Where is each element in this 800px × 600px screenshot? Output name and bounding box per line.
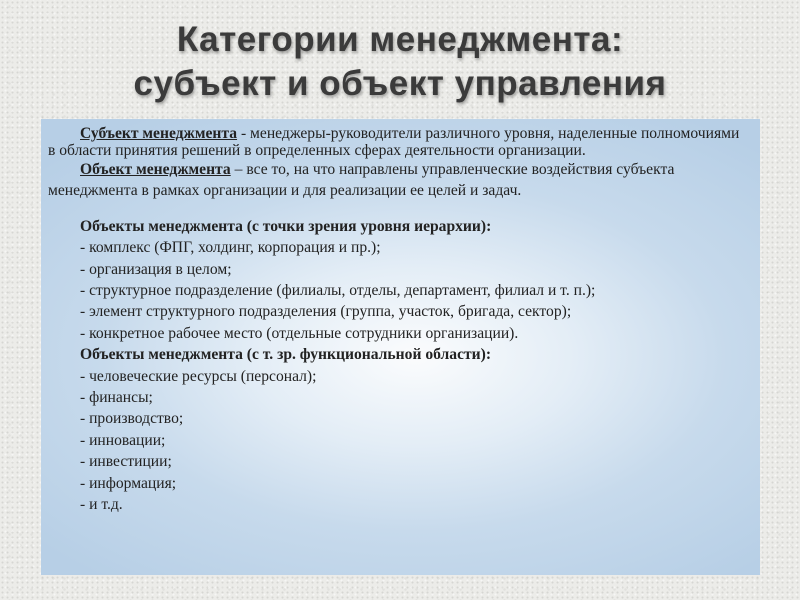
list-item: - инновации; — [80, 431, 166, 449]
slide-title-line-2: субъект и объект управления — [133, 64, 667, 103]
slide-title — [0, 18, 800, 106]
object-text: – все то, на что направлены управленческие воздействия субъекта менеджмента в рамках организации и для реализации ее целей и задач. — [48, 161, 675, 200]
subject-definition — [48, 125, 750, 159]
spacer — [48, 202, 750, 216]
list-item: - производство; — [80, 410, 184, 428]
subject-term: Субъект менеджмента — [80, 125, 238, 142]
hierarchy-list — [48, 237, 750, 344]
content-panel — [41, 119, 760, 575]
list-item: - элемент структурного подразделения (группа, участок, бригада, сектор); — [80, 303, 572, 321]
slide-title-line-1: Категории менеджмента: — [176, 20, 624, 59]
list-item: - человеческие ресурсы (персонал); — [80, 367, 317, 385]
object-definition — [48, 159, 750, 202]
hierarchy-heading: Объекты менеджмента (с точки зрения уровня иерархии): — [80, 217, 492, 235]
list-item: - информация; — [80, 474, 177, 492]
list-item: - организация в целом; — [80, 260, 232, 278]
list-item: - финансы; — [80, 389, 153, 407]
subject-text: - менеджеры-руководители различного уровня, наделенные полномочиями в области принятия решений в определенных сферах деятельности организации. — [48, 125, 740, 159]
list-item: - комплекс (ФПГ, холдинг, корпорация и пр.); — [80, 239, 381, 257]
list-item: - инвестиции; — [80, 453, 172, 471]
functional-list — [48, 366, 750, 516]
list-item: - и т.д. — [80, 496, 123, 514]
object-term: Объект менеджмента — [80, 161, 231, 178]
functional-heading: Объекты менеджмента (с т. зр. функциональной области): — [80, 346, 492, 364]
list-item: - структурное подразделение (филиалы, отделы, департамент, филиал и т. п.); — [80, 282, 596, 300]
list-item: - конкретное рабочее место (отдельные сотрудники организации). — [80, 324, 519, 342]
